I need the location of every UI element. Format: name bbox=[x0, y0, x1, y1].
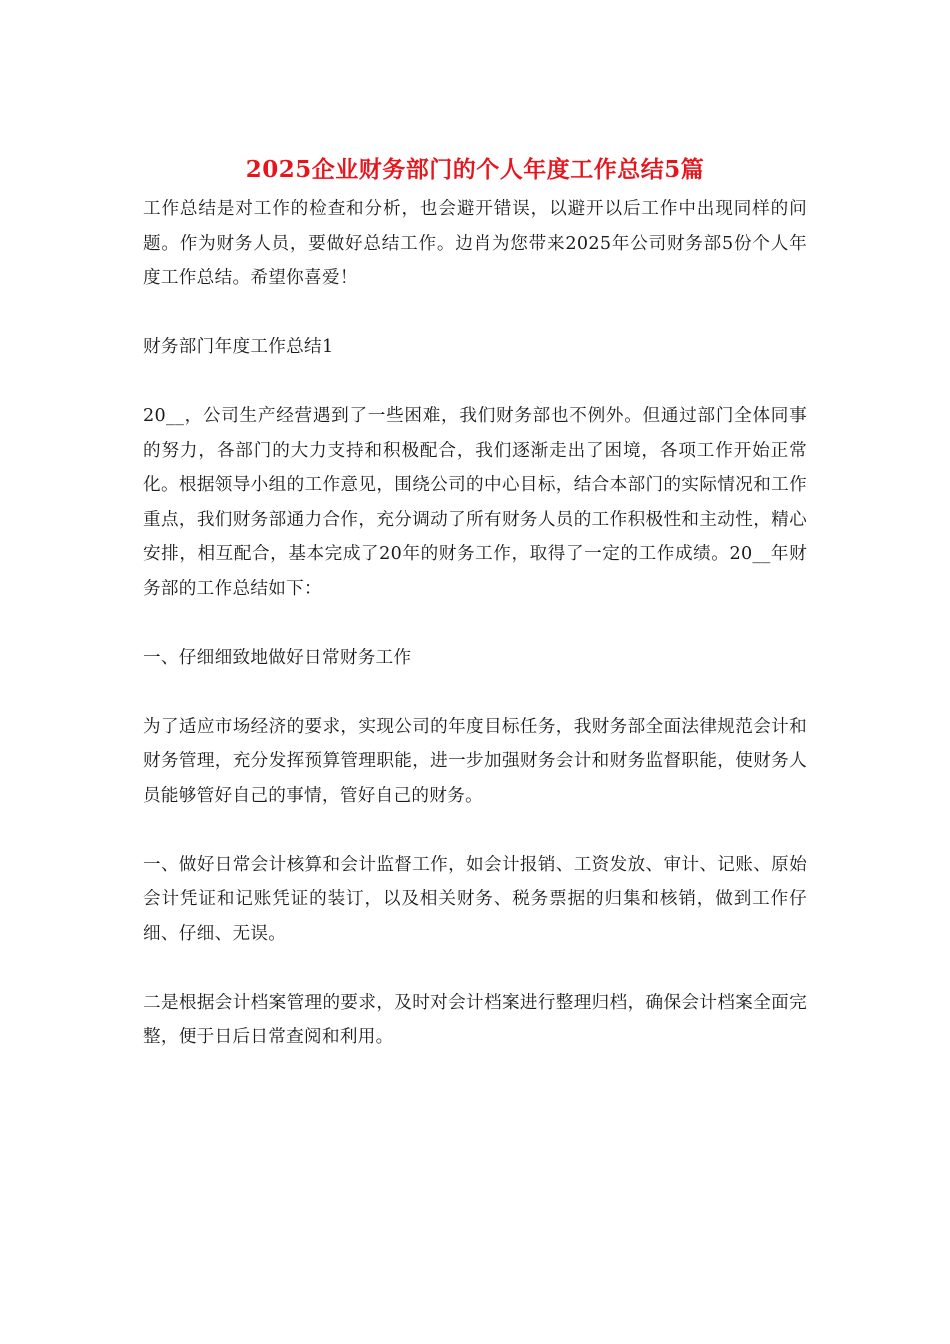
section-heading-daily-work: 一、仔细细致地做好日常财务工作 bbox=[143, 647, 412, 668]
section-heading-summary-1: 财务部门年度工作总结1 bbox=[143, 337, 334, 357]
document-body bbox=[143, 192, 807, 1089]
archive-management-paragraph: 二是根据会计档案管理的要求，及时对会计档案进行整理归档，确保会计档案全面完整，便于日后日常查阅和利用。 bbox=[143, 992, 807, 1047]
overview-paragraph: 20__，公司生产经营遇到了一些困难，我们财务部也不例外。但通过部门全体同事的努力，各部门的大力支持和积极配合，我们逐渐走出了困境，各项工作开始正常化。根据领导小组的工作意见，围绕公司的中心目标，结合本部门的实际情况和工作重点，我们财务部通力合作，充分调动了所有财务人员的工作积极性和主动性，精心安排，相互配合，基本完成了20年的财务工作，取得了一定的工作成绩。20__年财务部的工作总结如下： bbox=[143, 406, 807, 599]
accounting-supervision-paragraph: 一、做好日常会计核算和会计监督工作，如会计报销、工资发放、审计、记账、原始会计凭证和记账凭证的装订，以及相关财务、税务票据的归集和核销，做到工作仔细、仔细、无误。 bbox=[143, 854, 807, 944]
document-title: 2025企业财务部门的个人年度工作总结5篇 bbox=[245, 156, 705, 183]
market-economy-paragraph: 为了适应市场经济的要求，实现公司的年度目标任务，我财务部全面法律规范会计和财务管理，充分发挥预算管理职能，进一步加强财务会计和财务监督职能，使财务人员能够管好自己的事情，管好自己的财务。 bbox=[143, 716, 807, 806]
intro-paragraph: 工作总结是对工作的检查和分析，也会避开错误，以避开以后工作中出现同样的问题。作为财务人员，要做好总结工作。边肖为您带来2025年公司财务部5份个人年度工作总结。希望你喜爱！ bbox=[143, 199, 807, 288]
